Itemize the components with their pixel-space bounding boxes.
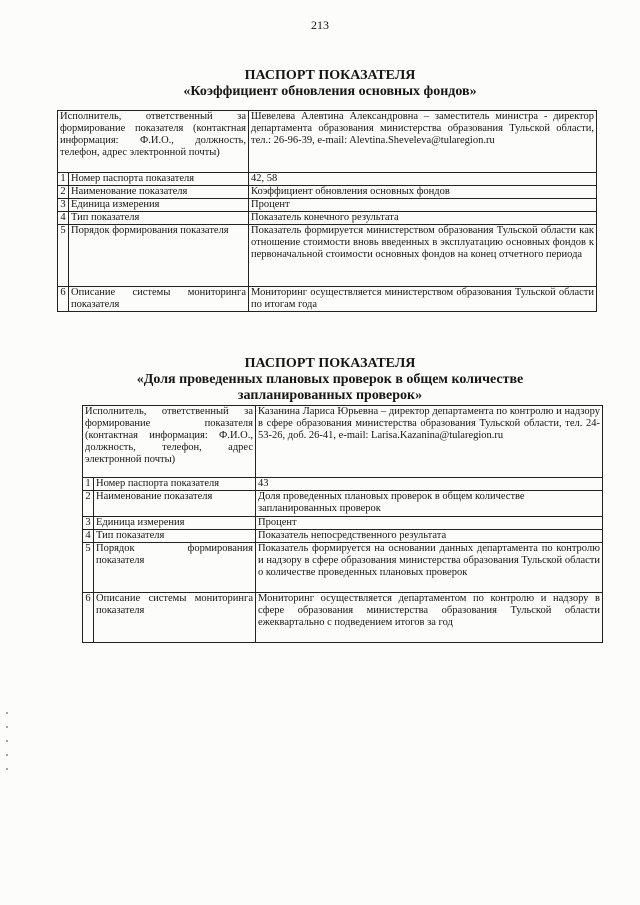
table-row bbox=[83, 517, 603, 530]
table-row bbox=[83, 543, 603, 593]
row-label: Описание системы мониторинга показателя bbox=[94, 593, 256, 643]
table-row bbox=[83, 478, 603, 491]
row-value: Доля проведенных плановых проверок в общем количестве запланированных проверок bbox=[256, 491, 603, 517]
passport-1-subheading: «Коэффициент обновления основных фондов» bbox=[183, 84, 477, 99]
row-number: 3 bbox=[83, 517, 94, 530]
row-label: Наименование показателя bbox=[69, 186, 249, 199]
row-value: Мониторинг осуществляется министерством образования Тульской области по итогам года bbox=[249, 287, 597, 312]
passport-2-title bbox=[0, 356, 640, 404]
row-number: 5 bbox=[58, 225, 69, 287]
row-value: 43 bbox=[256, 478, 603, 491]
row-value: Показатель конечного результата bbox=[249, 212, 597, 225]
passport-2-table bbox=[82, 405, 603, 643]
row-value: Мониторинг осуществляется департаментом по контролю и надзору в сфере образования министерства образования Тульской области ежеквартально с подведением итогов за год bbox=[256, 593, 603, 643]
table-row bbox=[58, 225, 597, 287]
row-number: 4 bbox=[58, 212, 69, 225]
table-row bbox=[58, 173, 597, 186]
row-value: Показатель непосредственного результата bbox=[256, 530, 603, 543]
row-value: Коэффициент обновления основных фондов bbox=[249, 186, 597, 199]
row-value: Показатель формируется на основании данных департамента по контролю и надзору в сфере образования министерства образования Тульской области о количестве проведенных плановых проверок bbox=[256, 543, 603, 593]
table-row bbox=[58, 199, 597, 212]
table-row bbox=[58, 111, 597, 173]
table-row bbox=[83, 530, 603, 543]
row-number: 4 bbox=[83, 530, 94, 543]
row-label: Единица измерения bbox=[94, 517, 256, 530]
row-value: 42, 58 bbox=[249, 173, 597, 186]
table-row bbox=[58, 186, 597, 199]
row-label: Наименование показателя bbox=[94, 491, 256, 517]
row-number: 3 bbox=[58, 199, 69, 212]
row-label: Номер паспорта показателя bbox=[94, 478, 256, 491]
row-number: 6 bbox=[83, 593, 94, 643]
table-row bbox=[58, 212, 597, 225]
row-label: Единица измерения bbox=[69, 199, 249, 212]
row-value: Процент bbox=[256, 517, 603, 530]
row-number: 2 bbox=[58, 186, 69, 199]
executor-value: Шевелева Алевтина Александровна – заместитель министра - директор департамента образования министерства образования Тульской области, тел.: 26-96-39, e-mail: Alevtina.Sheveleva@tularegion.ru bbox=[249, 111, 597, 173]
row-number: 5 bbox=[83, 543, 94, 593]
row-number: 1 bbox=[58, 173, 69, 186]
table-row bbox=[83, 406, 603, 478]
executor-value: Казанина Лариса Юрьевна – директор департамента по контролю и надзору в сфере образования министерства образования Тульской области, тел. 24-53-26, доб. 26-41, e-mail: Larisa.Kazanina@tularegion.ru bbox=[256, 406, 603, 478]
row-label: Порядок формирования показателя bbox=[94, 543, 256, 593]
row-number: 2 bbox=[83, 491, 94, 517]
page-number: 213 bbox=[311, 18, 329, 32]
row-label: Тип показателя bbox=[94, 530, 256, 543]
table-row bbox=[83, 491, 603, 517]
row-label: Номер паспорта показателя bbox=[69, 173, 249, 186]
table-row bbox=[58, 287, 597, 312]
row-label: Описание системы мониторинга показателя bbox=[69, 287, 249, 312]
row-number: 6 bbox=[58, 287, 69, 312]
executor-label: Исполнитель, ответственный за формирование показателя (контактная информация: Ф.И.О., должность, телефон, адрес электронной почты) bbox=[83, 406, 256, 478]
row-number: 1 bbox=[83, 478, 94, 491]
passport-1-heading: ПАСПОРТ ПОКАЗАТЕЛЯ bbox=[244, 68, 416, 83]
row-label: Тип показателя bbox=[69, 212, 249, 225]
scan-margin-marks bbox=[6, 712, 8, 782]
passport-1-title bbox=[0, 68, 640, 100]
passport-1-table bbox=[57, 110, 597, 312]
row-value: Процент bbox=[249, 199, 597, 212]
row-value: Показатель формируется министерством образования Тульской области как отношение стоимости вновь введенных в эксплуатацию основных фондов к первоначальной стоимости основных фондов на конец отчетного периода bbox=[249, 225, 597, 287]
table-row bbox=[83, 593, 603, 643]
passport-2-subheading: «Доля проведенных плановых проверок в общем количестве запланированных проверок» bbox=[136, 372, 524, 403]
row-label: Порядок формирования показателя bbox=[69, 225, 249, 287]
passport-2-heading: ПАСПОРТ ПОКАЗАТЕЛЯ bbox=[244, 356, 416, 371]
executor-label: Исполнитель, ответственный за формирование показателя (контактная информация: Ф.И.О., должность, телефон, адрес электронной почты) bbox=[58, 111, 249, 173]
